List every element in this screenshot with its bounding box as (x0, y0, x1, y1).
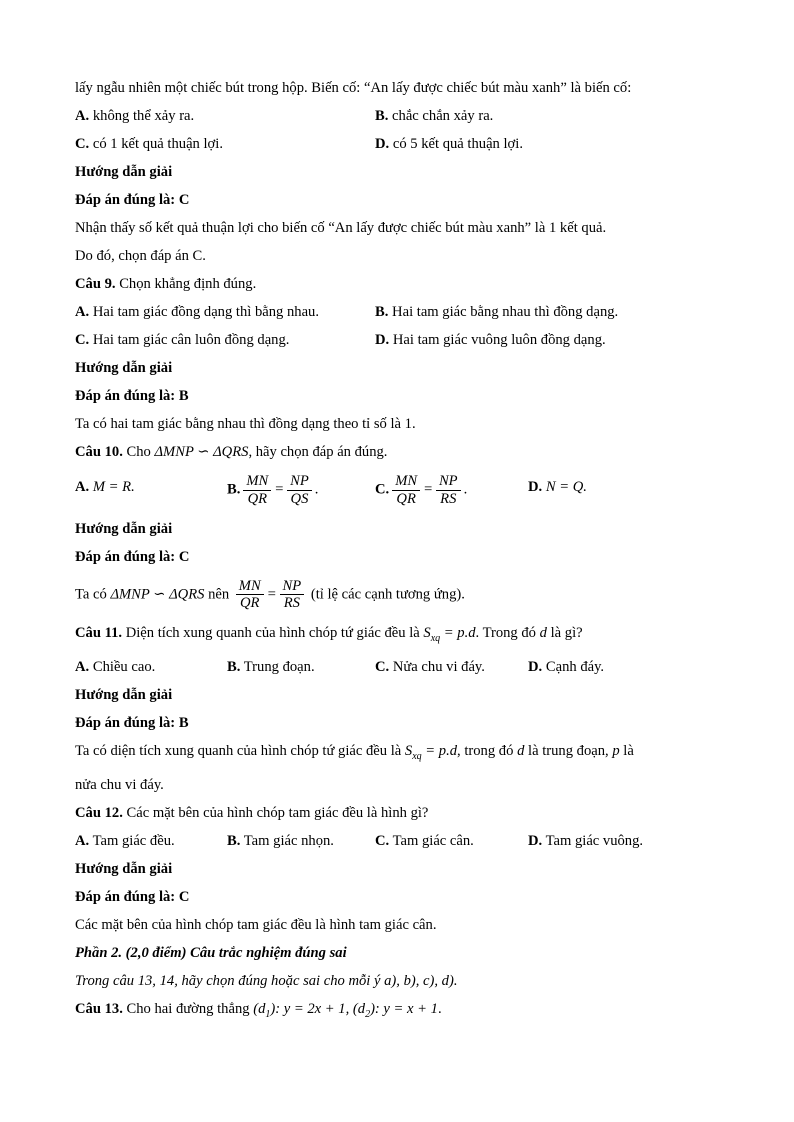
fraction-numerator: NP (280, 578, 305, 596)
math-symbol: S (404, 743, 413, 760)
math-similar-triangles: ΔMNP ∽ ΔQRS (110, 586, 205, 603)
option-label: A. (75, 304, 90, 320)
fraction (287, 473, 312, 508)
part2-heading: Phần 2. (2,0 điểm) Câu trắc nghiệm đúng sai (75, 944, 347, 961)
option-d (528, 653, 724, 681)
q10-intro (75, 438, 724, 466)
q12-intro (75, 799, 724, 827)
option-b (375, 102, 724, 130)
option-text: Cạnh đáy. (545, 659, 605, 676)
option-label: A. (75, 659, 90, 676)
q12-explanation: Các mặt bên của hình chóp tam giác đều là hình tam giác cân. (75, 916, 437, 933)
fraction-denominator: QR (240, 595, 260, 612)
option-text: Trung đoạn. (243, 659, 315, 676)
option-text: Chiều cao. (92, 659, 156, 676)
question-number: Câu 11. (75, 625, 123, 642)
q11-explanation-1 (75, 737, 724, 771)
fraction (236, 578, 264, 613)
question-text: Cho (126, 444, 151, 460)
math-subscript: xq (412, 750, 422, 762)
fraction-denominator: RS (440, 490, 457, 507)
option-text: chắc chắn xảy ra. (392, 108, 494, 124)
fraction-numerator: MN (236, 578, 264, 596)
option-d (528, 827, 724, 855)
fraction-denominator: QR (247, 490, 268, 507)
math-subscript: 2 (365, 1008, 371, 1020)
option-b (227, 473, 375, 508)
option-text: N = Q. (545, 479, 587, 495)
math-variable: d (517, 743, 525, 760)
option-d (375, 326, 724, 354)
math-variable: p (612, 743, 620, 760)
fraction-denominator: QR (396, 490, 416, 507)
option-c (375, 653, 528, 681)
math-line-d1 (253, 1000, 350, 1020)
option-a (75, 473, 227, 508)
math-expression: ): y = 2x + 1, (270, 1000, 350, 1017)
math-line-d2 (352, 1000, 438, 1020)
option-text: Tam giác cân. (392, 832, 474, 849)
fraction-numerator: NP (436, 473, 461, 491)
question-number: Câu 12. (75, 804, 123, 821)
question-text: Cho hai đường thẳng (126, 1000, 250, 1017)
math-expression: (d (253, 1000, 266, 1017)
math-expression: (d (352, 1000, 366, 1017)
question-text: Các mặt bên của hình chóp tam giác đều là hình gì? (126, 804, 429, 821)
q8-explanation-2: Do đó, chọn đáp án C. (75, 248, 206, 264)
question-number: Câu 9. (75, 276, 116, 292)
q8-explanation-1: Nhận thấy số kết quả thuận lợi cho biến cố “An lấy được chiếc bút màu xanh” là 1 kết quả. (75, 220, 607, 236)
question-text: là gì? (550, 625, 583, 642)
option-text: Tam giác đều. (92, 832, 175, 849)
part2-note: Trong câu 13, 14, hãy chọn đúng hoặc sai cho mỗi ý a), b), c), d). (75, 972, 458, 989)
option-label: D. (375, 136, 390, 152)
question-text: , hãy chọn đáp án đúng. (248, 444, 388, 460)
fraction (280, 578, 305, 613)
option-label: B. (227, 832, 241, 849)
fraction (243, 473, 271, 508)
equals-sign: = (423, 481, 433, 498)
option-label: B. (227, 659, 241, 676)
option-label: A. (75, 108, 90, 124)
option-text: Hai tam giác cân luôn đồng dạng. (92, 332, 290, 348)
option-label: B. (227, 481, 241, 498)
fraction-numerator: MN (392, 473, 420, 491)
option-text: M = R. (92, 479, 135, 495)
math-subscript: 1 (265, 1008, 271, 1020)
q11-explanation-2: nửa chu vi đáy. (75, 776, 164, 793)
math-surface-area (423, 625, 476, 645)
q10-options (75, 466, 724, 515)
option-text: không thể xảy ra. (92, 108, 195, 124)
option-label: D. (528, 659, 543, 676)
q11-guide-heading: Hướng dẫn giải (75, 687, 173, 704)
option-label: D. (528, 479, 543, 495)
q10-guide-heading: Hướng dẫn giải (75, 520, 173, 537)
math-surface-area (404, 743, 458, 762)
option-c (75, 130, 375, 158)
q8-answer: Đáp án đúng là: C (75, 192, 190, 208)
q12-guide-heading: Hướng dẫn giải (75, 860, 173, 877)
option-label: C. (75, 332, 90, 348)
fraction-denominator: QS (290, 490, 309, 507)
equals-sign: = (274, 481, 285, 498)
question-text: Chọn khẳng định đúng. (119, 276, 257, 292)
fraction-numerator: MN (243, 473, 271, 491)
q9-options-ab (75, 298, 724, 326)
fraction-denominator: RS (283, 595, 300, 612)
q10-answer: Đáp án đúng là: C (75, 548, 190, 565)
option-text: có 5 kết quả thuận lợi. (392, 136, 523, 152)
math-expression: ): y = x + 1 (370, 1000, 438, 1017)
q13-intro (75, 995, 724, 1029)
q8-options-cd (75, 130, 724, 158)
q9-explanation: Ta có hai tam giác bằng nhau thì đồng dạng theo tỉ số là 1. (75, 416, 416, 432)
option-label: C. (375, 832, 390, 849)
explanation-text: (tỉ lệ các cạnh tương ứng). (310, 586, 465, 603)
q9-intro (75, 270, 724, 298)
option-label: A. (75, 479, 90, 495)
explanation-text: , trong đó (457, 743, 514, 760)
option-c (375, 473, 528, 508)
option-d (375, 130, 724, 158)
math-variable: d (539, 625, 547, 642)
explanation-text: Ta có diện tích xung quanh của hình chóp tứ giác đều là (75, 743, 402, 760)
question-text: Diện tích xung quanh của hình chóp tứ giác đều là (125, 625, 420, 642)
option-text: Tam giác vuông. (545, 832, 644, 849)
option-label: C. (75, 136, 90, 152)
option-a (75, 102, 375, 130)
option-text: có 1 kết quả thuận lợi. (92, 136, 223, 152)
period: . (314, 481, 319, 498)
fraction (436, 473, 461, 508)
option-b (227, 827, 375, 855)
fraction-numerator: NP (287, 473, 312, 491)
q8-intro: lấy ngẫu nhiên một chiếc bút trong hộp. Biến cố: “An lấy được chiếc bút màu xanh” là biến cố: (75, 80, 632, 96)
option-c (75, 326, 375, 354)
math-symbol: S (423, 625, 431, 642)
option-label: B. (375, 108, 389, 124)
math-similar-triangles: ΔMNP ∽ ΔQRS (154, 444, 249, 460)
option-text: Nửa chu vi đáy. (392, 659, 485, 676)
q9-guide-heading: Hướng dẫn giải (75, 360, 173, 376)
option-label: D. (375, 332, 390, 348)
q9-options-cd (75, 326, 724, 354)
option-a (75, 298, 375, 326)
q11-options (75, 653, 724, 681)
math-expression: = p.d (443, 625, 476, 642)
option-text: Hai tam giác bằng nhau thì đồng dạng. (392, 304, 619, 320)
fraction (392, 473, 420, 508)
option-a (75, 827, 227, 855)
explanation-text: Ta có (75, 586, 107, 603)
q9-answer: Đáp án đúng là: B (75, 388, 189, 404)
question-text: . Trong đó (475, 625, 536, 642)
q10-explanation (75, 571, 724, 620)
explanation-text: nên (208, 586, 230, 603)
option-c (375, 827, 528, 855)
math-expression: = p.d (425, 743, 458, 760)
q12-options (75, 827, 724, 855)
option-label: A. (75, 832, 90, 849)
question-number: Câu 10. (75, 444, 123, 460)
option-label: C. (375, 481, 390, 498)
equals-sign: = (266, 586, 277, 603)
option-d (528, 473, 724, 508)
period: . (463, 481, 468, 498)
option-label: D. (528, 832, 543, 849)
option-a (75, 653, 227, 681)
explanation-text: là (623, 743, 634, 760)
option-text: Hai tam giác đồng dạng thì bằng nhau. (92, 304, 320, 320)
q12-answer: Đáp án đúng là: C (75, 888, 190, 905)
question-number: Câu 13. (75, 1000, 123, 1017)
q11-intro (75, 619, 724, 653)
option-b (375, 298, 724, 326)
math-subscript: xq (430, 633, 441, 645)
option-text: Hai tam giác vuông luôn đồng dạng. (392, 332, 606, 348)
option-b (227, 653, 375, 681)
option-text: Tam giác nhọn. (243, 832, 334, 849)
option-label: B. (375, 304, 389, 320)
period: . (437, 1000, 442, 1017)
q11-answer: Đáp án đúng là: B (75, 715, 189, 732)
q8-options-ab (75, 102, 724, 130)
option-label: C. (375, 659, 390, 676)
explanation-text: là trung đoạn, (528, 743, 609, 760)
q8-guide-heading: Hướng dẫn giải (75, 164, 173, 180)
